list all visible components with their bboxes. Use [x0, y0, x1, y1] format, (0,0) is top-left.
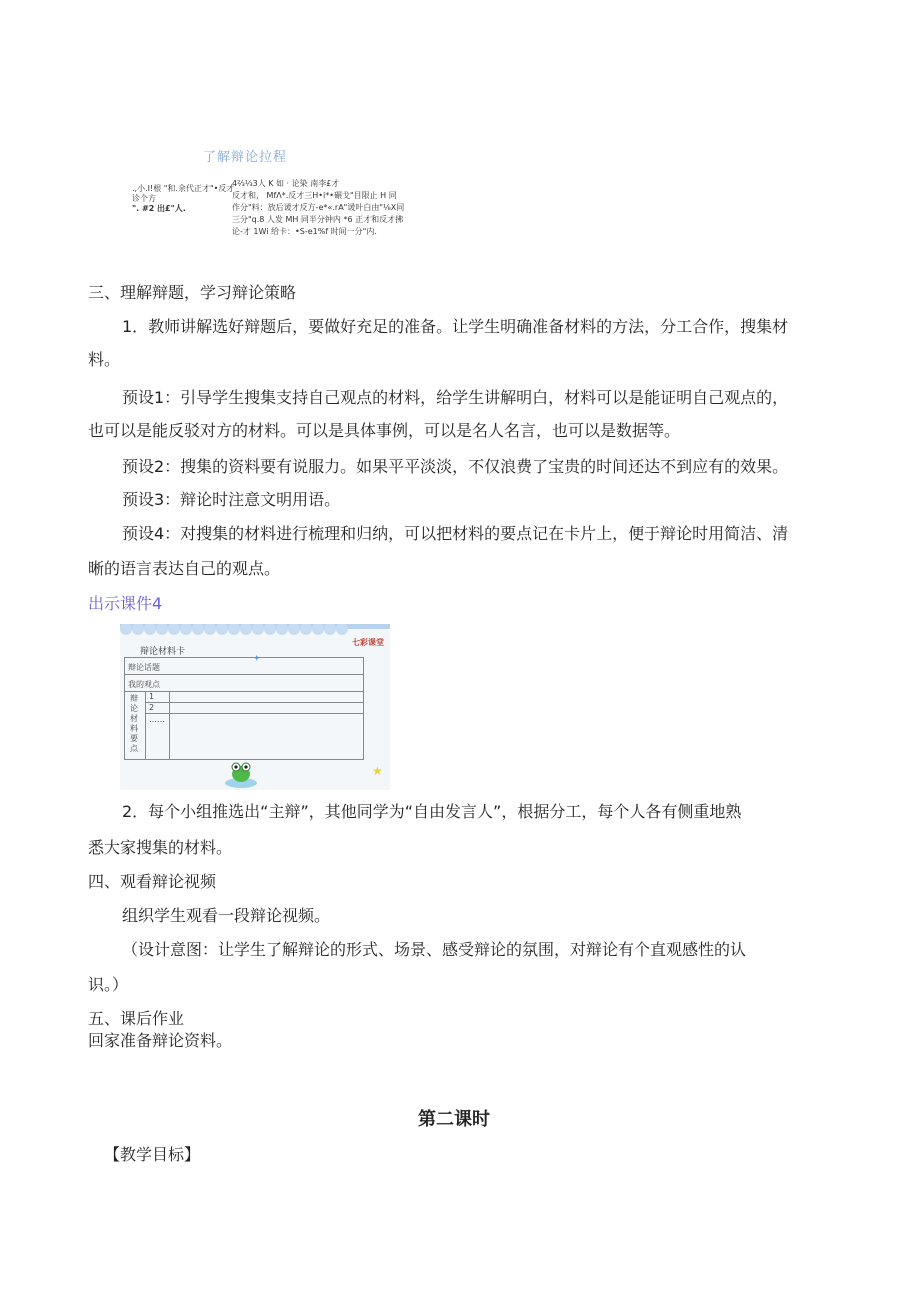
- preset1-line2: 也可以是能反驳对方的材料。可以是具体事例，可以是名人名言，也可以是数据等。: [88, 421, 681, 440]
- preset2: 预设2：搜集的资料要有说服力。如果平平淡淡，不仅浪费了宝贵的时间还达不到应有的效果。: [122, 457, 789, 476]
- figure-right-line: 反才和， MfΛ*.反才三H•i*•碾戈"目限止 H 同: [232, 191, 397, 200]
- figure-right-line: 4⅔⅓3人 K 如 · 论染 南李£才: [232, 179, 340, 188]
- preset1-line1: 预设1：引导学生搜集支持自己观点的材料，给学生讲解明白，材料可以是能证明自己观点的，: [122, 388, 789, 407]
- design-intent-line1: （设计意图：让学生了解辩论的形式、场景、感受辩论的氛围，对辩论有个直观感性的认: [122, 940, 747, 959]
- preset3: 预设3：辩论时注意文明用语。: [122, 490, 341, 509]
- point-ellipsis: ……: [149, 715, 165, 724]
- figure-title: 了解辩论拉程: [203, 150, 288, 165]
- item2-line1: 2．每个小组推选出“主辩”，其他同学为“自由发言人”，根据分工，每个人各有侧重地熟: [122, 802, 742, 821]
- side-label-char: 点: [130, 744, 138, 753]
- courseware-label: 出示课件4: [88, 594, 163, 613]
- side-label-char: 材: [130, 714, 138, 723]
- figure-right-text: [232, 178, 404, 238]
- figure-right-line: 作分"料：放后谖才反方-e*«.rA"谖叶白由"⅛X同: [232, 203, 405, 212]
- side-label-char: 论: [130, 704, 138, 713]
- material-card-table: [124, 657, 364, 760]
- star-icon: ★: [372, 764, 383, 778]
- figure-right-line: 三分"q.8 人发 MH 同半分钟内 *6 正才和反才拂: [232, 215, 404, 224]
- star-icon: ✦: [253, 654, 261, 664]
- figure-left-line: ". #2 出£"人.: [132, 204, 186, 213]
- item2-line2: 悉大家搜集的材料。: [88, 838, 233, 857]
- section4-text: 组织学生观看一段辩论视频。: [122, 906, 331, 925]
- point-number: 2: [149, 703, 155, 712]
- preset4-line1: 预设4：对搜集的材料进行梳理和归纳，可以把材料的要点记在卡片上，便于辩论时用简洁、清: [122, 524, 789, 543]
- side-label-char: 辩: [130, 694, 138, 703]
- design-intent-line2: 识。）: [88, 975, 129, 994]
- side-label-char: 料: [130, 724, 138, 733]
- objectives-label: 【教学目标】: [104, 1145, 201, 1164]
- frog-mascot-icon: [224, 760, 258, 788]
- card-title: 辩论材料卡: [140, 647, 186, 657]
- figure-right-line: 论-才 1Wi 给卡：•S-e1%f 时间一分"内.: [232, 227, 377, 236]
- courseware-slide: [120, 624, 390, 790]
- side-label: [130, 694, 140, 754]
- preset4-line2: 晰的语言表达自己的观点。: [88, 559, 281, 578]
- row-topic-label: 辩论话题: [128, 663, 160, 672]
- point-number: 1: [149, 692, 155, 701]
- item1-line2: 料。: [88, 350, 121, 369]
- section4-heading: 四、观看辩论视频: [88, 872, 217, 891]
- figure-left-line: .,小.I!根 "和.余代正才"•反才: [132, 184, 235, 193]
- item1-line1: 1．教师讲解选好辩题后，要做好充足的准备。让学生明确准备材料的方法，分工合作，搜集材: [122, 317, 789, 336]
- lesson2-title: 第二课时: [418, 1109, 490, 1130]
- logo: 七彩课堂: [352, 638, 384, 647]
- scallop-border-decoration: [120, 624, 390, 638]
- section3-heading: 三、理解辩题，学习辩论策略: [88, 283, 297, 302]
- figure-left-line: 诊个方: [132, 194, 156, 203]
- section5-heading: 五、课后作业: [88, 1009, 185, 1028]
- side-label-char: 要: [130, 734, 138, 743]
- section5-text: 回家准备辩论资料。: [88, 1031, 233, 1050]
- figure-left-text: [132, 184, 234, 214]
- row-view-label: 我的观点: [128, 680, 160, 689]
